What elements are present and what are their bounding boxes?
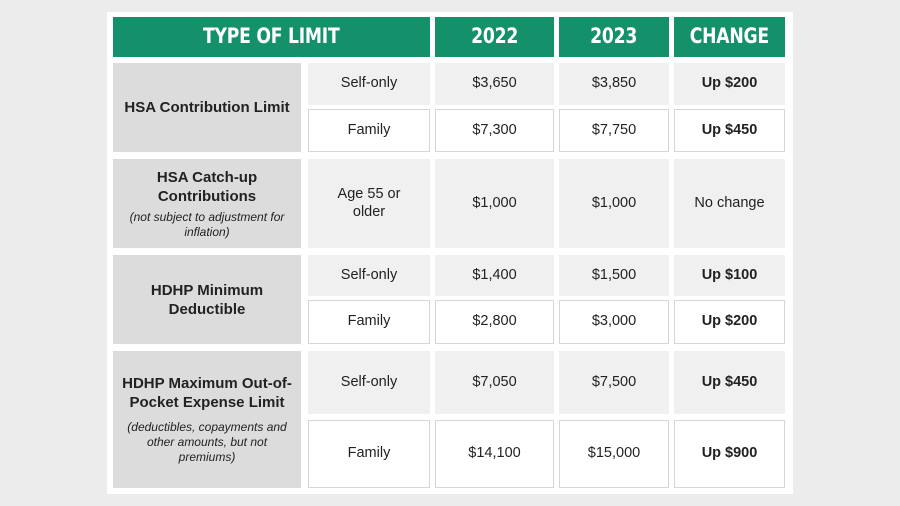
change-cell: Up $200 <box>674 63 785 105</box>
coverage-cell: Family <box>308 300 430 344</box>
change-cell: Up $900 <box>674 420 785 488</box>
coverage-cell: Self-only <box>308 351 430 414</box>
row-label-hdhp-minimum-deductible <box>113 255 301 344</box>
value-2022-cell: $7,050 <box>435 351 554 414</box>
coverage-cell: Age 55 or older <box>308 159 430 248</box>
value-2022-cell: $7,300 <box>435 109 554 152</box>
row-label-hsa-catch-up <box>113 159 301 248</box>
header-year-2022: 2022 <box>435 17 554 57</box>
row-label-text: HSA Contribution Limit <box>124 99 290 116</box>
value-2023-cell: $1,000 <box>559 159 669 248</box>
header-type-of-limit: TYPE OF LIMIT <box>113 17 430 57</box>
change-cell: Up $200 <box>674 300 785 344</box>
hsa-limits-table <box>107 12 793 494</box>
value-2022-cell: $14,100 <box>435 420 554 488</box>
row-label-note: (deductibles, copayments and other amounts, but not premiums) <box>127 420 287 464</box>
header-change: CHANGE <box>674 17 785 57</box>
change-cell: Up $450 <box>674 109 785 152</box>
value-2022-cell: $3,650 <box>435 63 554 105</box>
change-cell: Up $450 <box>674 351 785 414</box>
change-cell: No change <box>674 159 785 248</box>
coverage-cell: Self-only <box>308 255 430 296</box>
coverage-cell: Self-only <box>308 63 430 105</box>
header-year-2023: 2023 <box>559 17 669 57</box>
row-label-text: HDHP Maximum Out-of-Pocket Expense Limit <box>122 375 292 411</box>
value-2022-cell: $2,800 <box>435 300 554 344</box>
value-2023-cell: $3,000 <box>559 300 669 344</box>
value-2023-cell: $15,000 <box>559 420 669 488</box>
coverage-cell: Family <box>308 420 430 488</box>
value-2023-cell: $7,500 <box>559 351 669 414</box>
change-cell: Up $100 <box>674 255 785 296</box>
value-2023-cell: $1,500 <box>559 255 669 296</box>
value-2023-cell: $7,750 <box>559 109 669 152</box>
row-label-text: HSA Catch-up Contributions <box>156 168 258 205</box>
row-label-text: HDHP Minimum Deductible <box>150 281 264 318</box>
row-label-note: (not subject to adjustment for inflation) <box>129 209 285 239</box>
value-2022-cell: $1,400 <box>435 255 554 296</box>
row-label-hsa-contribution-limit <box>113 63 301 152</box>
coverage-cell: Family <box>308 109 430 152</box>
value-2023-cell: $3,850 <box>559 63 669 105</box>
row-label-hdhp-maximum-oop <box>113 351 301 488</box>
value-2022-cell: $1,000 <box>435 159 554 248</box>
